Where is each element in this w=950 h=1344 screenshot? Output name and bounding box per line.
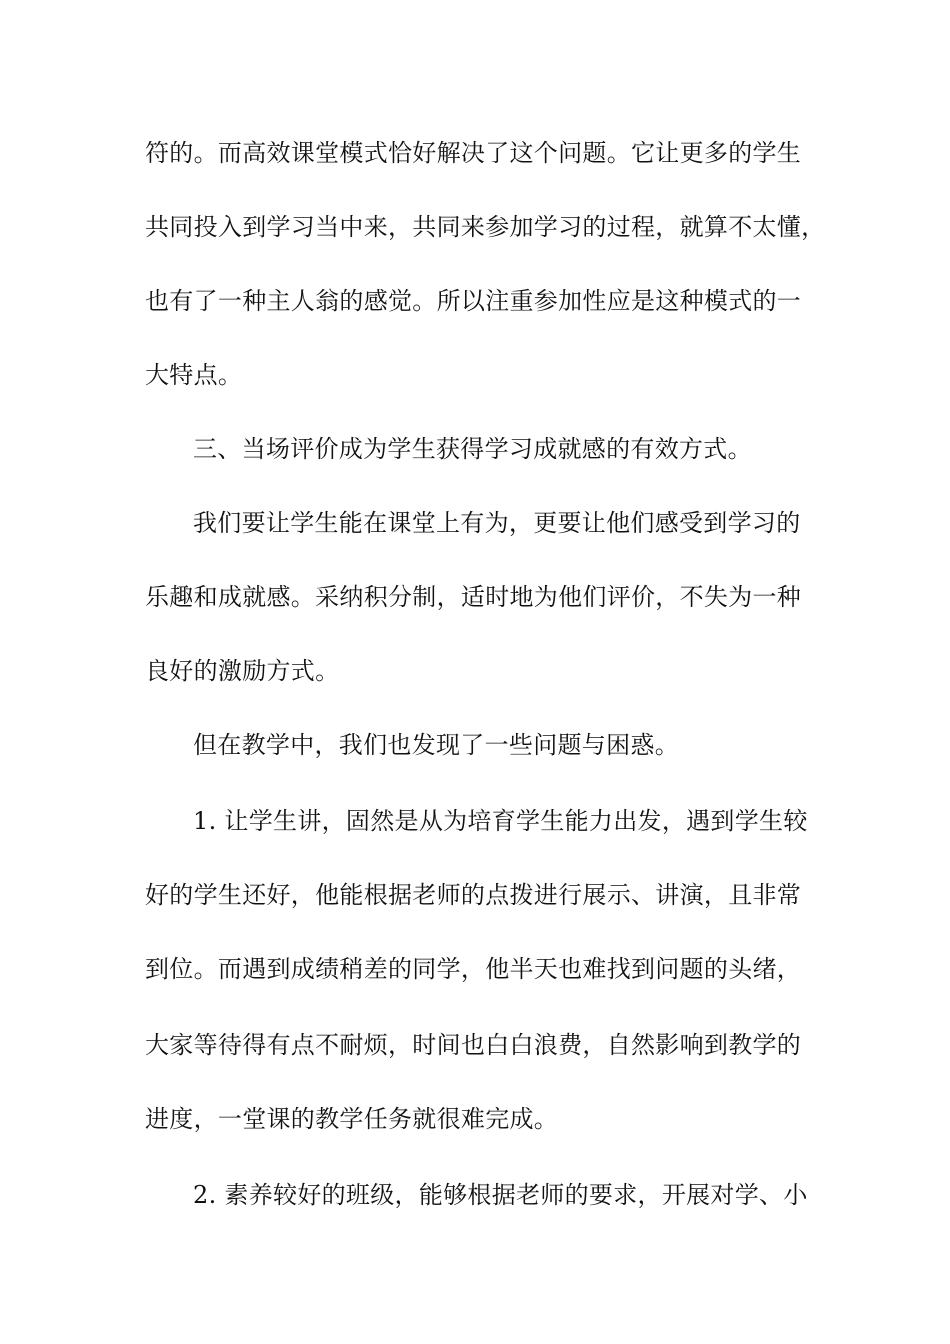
paragraph-line: 良好的激励方式。: [145, 657, 340, 685]
paragraph-line: 符的。而高效课堂模式恰好解决了这个问题。它让更多的学生: [145, 139, 802, 167]
list-item-line: 大家等待得有点不耐烦，时间也白白浪费，自然影响到教学的: [145, 1031, 802, 1059]
section-heading: 三、当场评价成为学生获得学习成就感的有效方式。: [193, 435, 752, 463]
list-item-line: 1. 让学生讲，固然是从为培育学生能力出发，遇到学生较: [193, 807, 808, 835]
paragraph-line: 共同投入到学习当中来，共同来参加学习的过程，就算不太懂，: [145, 213, 826, 241]
paragraph-line: 大特点。: [145, 361, 243, 389]
list-item-line: 进度，一堂课的教学任务就很难完成。: [145, 1105, 559, 1133]
list-item-line: 2. 素养较好的班级，能够根据老师的要求，开展对学、小: [193, 1181, 808, 1209]
paragraph-line: 但在教学中，我们也发现了一些问题与困惑。: [193, 731, 679, 759]
list-item-line: 好的学生还好，他能根据老师的点拨进行展示、讲演，且非常: [145, 881, 802, 909]
paragraph-line: 我们要让学生能在课堂上有为，更要让他们感受到学习的: [193, 509, 801, 537]
paragraph-line: 乐趣和成就感。采纳积分制，适时地为他们评价，不失为一种: [145, 583, 802, 611]
list-item-line: 到位。而遇到成绩稍差的同学，他半天也难找到问题的头绪，: [145, 955, 802, 983]
paragraph-line: 也有了一种主人翁的感觉。所以注重参加性应是这种模式的一: [145, 287, 802, 315]
